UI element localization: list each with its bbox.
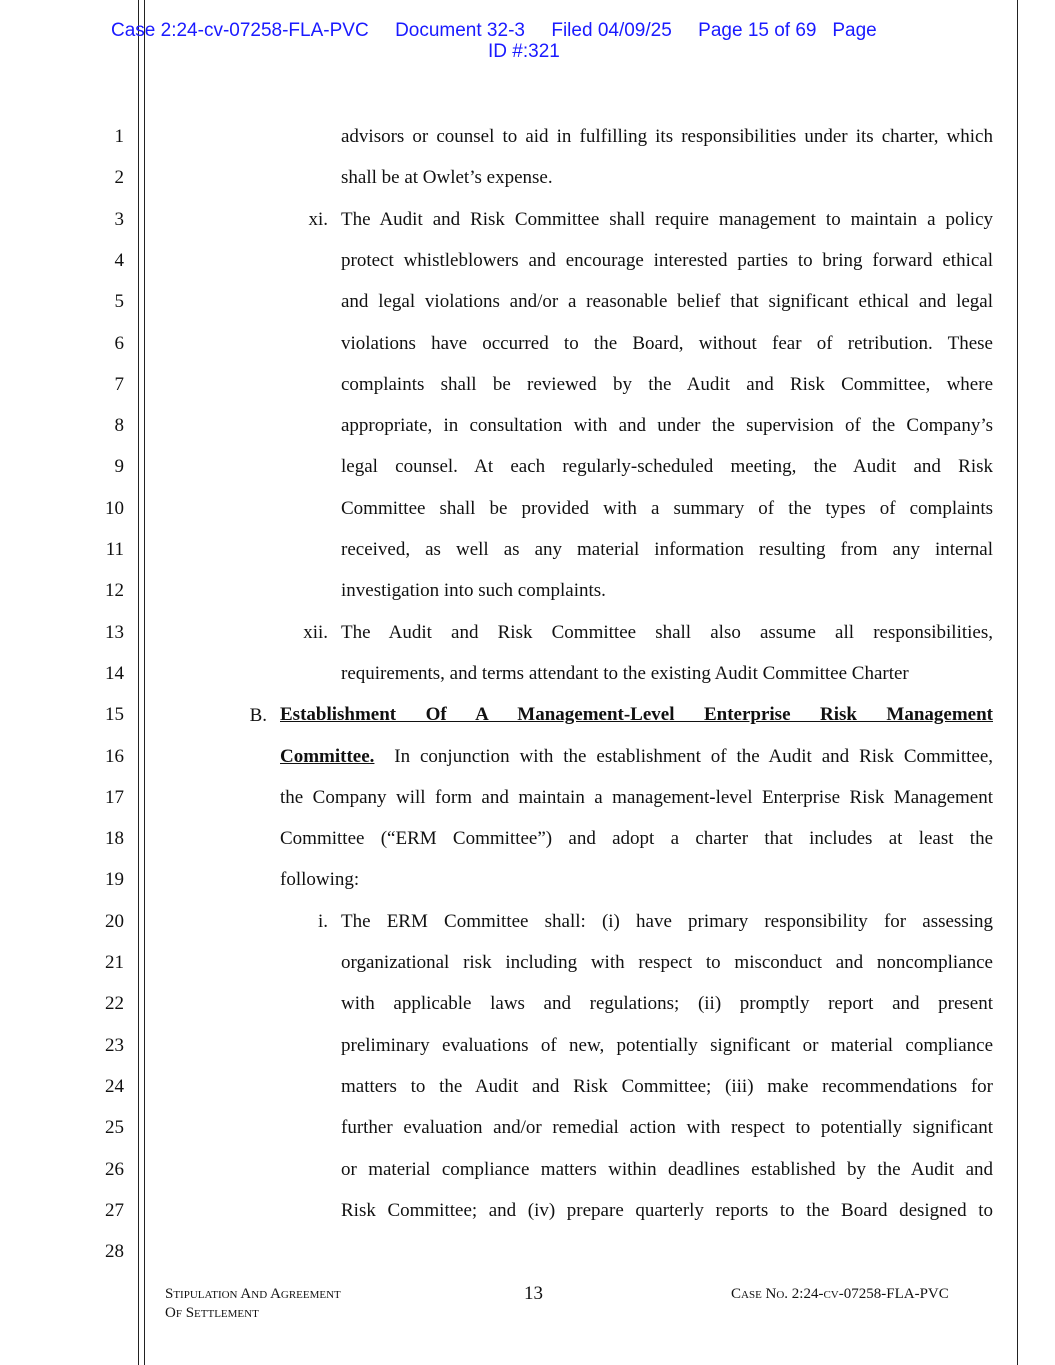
line-number: 9 <box>114 456 124 478</box>
text-line: with applicable laws and regulations; (ii) promptly report and present <box>341 993 993 1015</box>
margin-rule <box>144 0 145 1365</box>
line-number: 17 <box>105 786 124 808</box>
footer-title: Stipulation And Agreement <box>165 1286 341 1302</box>
line-number: 14 <box>105 662 124 684</box>
section-marker: B. <box>249 705 267 726</box>
section-heading: Establishment Of A Management-Level Enterprise Risk Management <box>280 704 993 726</box>
line-number: 22 <box>105 993 124 1015</box>
line-number: 25 <box>105 1117 124 1139</box>
line-number: 6 <box>114 332 124 354</box>
section-heading: Committee. <box>280 745 375 767</box>
text-line: and legal violations and/or a reasonable belief that significant ethical and legal <box>341 291 993 313</box>
line-number: 27 <box>105 1199 124 1221</box>
text-line: Committee (“ERM Committee”) and adopt a charter that includes at least the <box>280 828 993 850</box>
line-number: 13 <box>105 621 124 643</box>
line-number: 3 <box>114 208 124 230</box>
text-line: organizational risk including with respect to misconduct and noncompliance <box>341 952 993 973</box>
text-line: The Audit and Risk Committee shall require management to maintain a policy <box>341 208 993 230</box>
line-number: 7 <box>114 373 124 395</box>
line-number: 10 <box>105 497 124 519</box>
text-line: The Audit and Risk Committee shall also assume all responsibilities, <box>341 621 993 643</box>
item-marker: i. <box>317 911 328 932</box>
line-number: 11 <box>105 539 124 560</box>
text-line: requirements, and terms attendant to the existing Audit Committee Charter <box>341 662 909 684</box>
text-line: shall be at Owlet’s expense. <box>341 167 553 189</box>
line-number: 1 <box>114 126 124 147</box>
line-number: 20 <box>105 910 124 932</box>
text-line: following: <box>280 869 360 891</box>
text-line: or material compliance matters within deadlines established by the Audit and <box>341 1158 993 1180</box>
text-line: further evaluation and/or remedial action with respect to potentially significant <box>341 1117 993 1139</box>
text-line: violations have occurred to the Board, without fear of retribution. These <box>341 332 993 354</box>
line-number: 8 <box>114 415 124 437</box>
line-number: 24 <box>105 1075 124 1097</box>
margin-rule <box>1017 0 1018 1365</box>
text-line: advisors or counsel to aid in fulfilling its responsibilities under its charter, which <box>341 126 993 147</box>
footer-title-2: Of Settlement <box>165 1305 259 1321</box>
line-number: 2 <box>114 167 124 189</box>
item-marker: xi. <box>308 209 328 230</box>
margin-rule <box>138 0 139 1365</box>
text-line <box>280 704 993 726</box>
text-line: protect whistleblowers and encourage interested parties to bring forward ethical <box>341 249 993 271</box>
text: In conjunction with the establishment of the Audit and Risk Committee, <box>394 745 994 767</box>
ecf-header: Case 2:24-cv-07258-FLA-PVC Document 32-3 Filed 04/09/25 Page 15 of 69 Page <box>111 20 877 41</box>
text-line: legal counsel. At each regularly-scheduled meeting, the Audit and Risk <box>341 456 993 478</box>
line-number: 23 <box>105 1034 124 1056</box>
page-number: 13 <box>524 1283 543 1304</box>
line-number: 15 <box>105 704 124 726</box>
text-line: preliminary evaluations of new, potentially significant or material compliance <box>341 1034 993 1056</box>
line-number: 19 <box>105 869 124 891</box>
text-line: complaints shall be reviewed by the Audit and Risk Committee, where <box>341 373 993 395</box>
text-line: Risk Committee; and (iv) prepare quarterly reports to the Board designed to <box>341 1199 993 1221</box>
text-line: The ERM Committee shall: (i) have primary responsibility for assessing <box>341 910 993 932</box>
line-number: 18 <box>105 828 124 850</box>
line-number: 16 <box>105 745 124 767</box>
text-line: appropriate, in consultation with and under the supervision of the Company’s <box>341 415 993 437</box>
line-number: 12 <box>105 580 124 602</box>
text-line: Committee shall be provided with a summary of the types of complaints <box>341 497 993 519</box>
item-marker: xii. <box>303 622 328 643</box>
text-line: received, as well as any material information resulting from any internal <box>341 539 993 560</box>
line-number: 26 <box>105 1158 124 1180</box>
text-line: investigation into such complaints. <box>341 580 606 602</box>
line-number: 28 <box>105 1241 124 1263</box>
text-line: matters to the Audit and Risk Committee; (iii) make recommendations for <box>341 1075 993 1097</box>
text-line <box>280 746 993 768</box>
line-number: 5 <box>114 291 124 313</box>
text-line: the Company will form and maintain a management-level Enterprise Risk Management <box>280 786 993 808</box>
line-number: 21 <box>105 952 124 973</box>
line-number: 4 <box>114 249 124 271</box>
ecf-header-id: ID #:321 <box>488 41 560 62</box>
footer-case-number: Case No. 2:24-cv-07258-FLA-PVC <box>731 1286 949 1302</box>
